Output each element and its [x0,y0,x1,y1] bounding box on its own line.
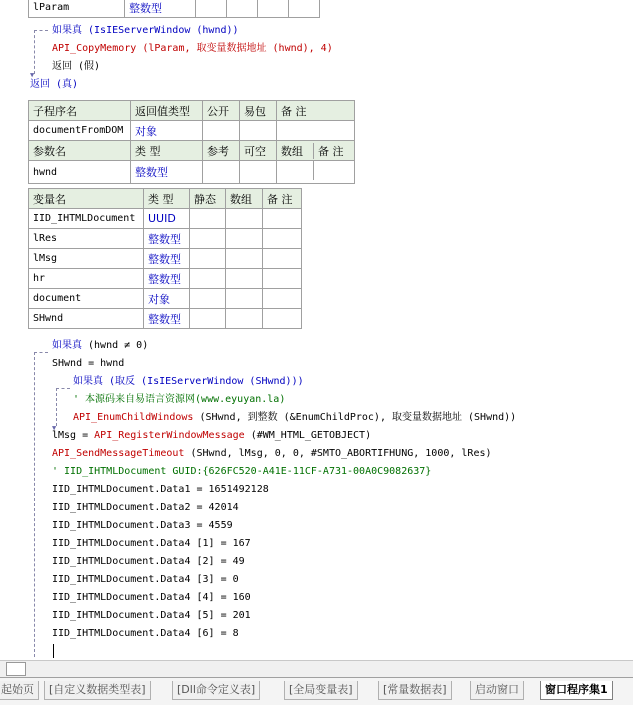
sub-name-cell[interactable]: documentFromDOM [29,121,131,141]
header-cell: 易包 [240,101,277,121]
code-line-assign[interactable]: SHwnd = hwnd [52,358,125,369]
api-call: API_CopyMemory [52,43,137,54]
api-args: (lParam, 取变量数据地址 (hwnd), 4) [136,43,333,54]
header-cell: 参数名 [29,141,131,161]
tab-startup-window[interactable]: 启动窗口 [470,681,524,700]
keyword: 如果真 [52,25,82,36]
var-type-cell[interactable]: 整数型 [144,249,190,269]
horizontal-scrollbar[interactable] [0,660,633,677]
lhs: lMsg = [52,430,95,441]
keyword: 如果真 [52,340,82,351]
var-name-cell[interactable]: IID_IHTMLDocument [29,209,144,229]
code-line-register[interactable] [52,427,371,445]
param-type-cell[interactable]: 整数型 [131,161,203,184]
header-cell: 类 型 [144,189,190,209]
tab-custom-types[interactable]: [自定义数据类型表] [44,681,151,700]
code-line-data[interactable]: IID_IHTMLDocument.Data4 [3] = 0 [52,574,239,585]
tab-dll-commands[interactable]: [Dll命令定义表] [172,681,260,700]
flow-guide-line [34,30,35,74]
header-cell: 变量名 [29,189,144,209]
code-line-if3[interactable] [73,373,304,391]
api-call: API_RegisterWindowMessage [94,430,245,441]
flow-guide-line [34,352,48,353]
var-type-cell[interactable]: 整数型 [144,269,190,289]
sub-return-type-cell[interactable]: 对象 [131,121,203,141]
empty-cell[interactable] [196,0,227,18]
code-line-data[interactable]: IID_IHTMLDocument.Data4 [4] = 160 [52,592,251,603]
var-type-cell[interactable]: 整数型 [144,229,190,249]
var-name-cell[interactable]: hr [29,269,144,289]
tab-start-page[interactable]: 起始页 [0,681,39,700]
code-line-comment[interactable]: ' 本源码来自易语言资源网(www.eyuyan.la) [73,394,286,405]
header-cell: 返回值类型 [131,101,203,121]
condition: (IsIEServerWindow (hwnd)) [82,25,239,36]
var-name-cell[interactable]: SHwnd [29,309,144,329]
api-call: API_EnumChildWindows [73,412,194,423]
code-line-if1[interactable] [52,22,239,40]
header-cell: 子程序名 [29,101,131,121]
keyword: 如果真 [73,376,103,387]
api-args: (SHwnd, 到整数 (&EnumChildProc), 取变量数据地址 (SHwnd)) [193,412,517,423]
param-type-cell[interactable]: 整数型 [125,0,196,18]
tab-global-vars[interactable]: [全局变量表] [284,681,358,700]
code-line-data[interactable]: IID_IHTMLDocument.Data4 [5] = 201 [52,610,251,621]
code-line-return-true[interactable]: 返回 (真) [30,79,79,90]
header-cell: 备 注 [318,144,344,158]
subroutine-table [28,100,355,184]
code-line-data[interactable]: IID_IHTMLDocument.Data4 [6] = 8 [52,628,239,639]
tab-bar [0,677,633,705]
flow-guide-line [34,352,35,657]
var-name-cell[interactable]: lRes [29,229,144,249]
tab-constants[interactable]: [常量数据表] [378,681,452,700]
code-line-comment[interactable]: ' IID_IHTMLDocument GUID:{626FC520-A41E-11CF-A731-00A0C9082637} [52,466,432,477]
condition: (hwnd ≠ 0) [82,340,149,351]
header-cell: 静态 [190,189,226,209]
header-cell: 数组 [226,189,263,209]
code-line-data[interactable]: IID_IHTMLDocument.Data2 = 42014 [52,502,239,513]
var-type-cell[interactable]: 整数型 [144,309,190,329]
variable-table [28,188,302,329]
code-line-data[interactable]: IID_IHTMLDocument.Data3 = 4559 [52,520,233,531]
flow-arrow-icon: ▼ [52,424,57,432]
var-type-cell[interactable]: 对象 [144,289,190,309]
code-line-data[interactable]: IID_IHTMLDocument.Data4 [2] = 49 [52,556,245,567]
header-cell: 参考 [203,141,240,161]
code-line-send[interactable] [52,445,492,463]
var-type-cell[interactable]: UUID [144,209,190,229]
header-cell: 数组 [277,143,314,159]
code-line-if2[interactable] [52,337,148,355]
condition: (取反 (IsIEServerWindow (SHwnd))) [103,376,304,387]
header-cell: 可空 [240,141,277,161]
header-cell: 公开 [203,101,240,121]
param-name-cell[interactable]: hwnd [29,161,131,184]
api-call: API_SendMessageTimeout [52,448,185,459]
empty-cell[interactable] [227,0,258,18]
code-line-copy[interactable] [52,40,333,58]
text-cursor [53,644,54,658]
empty-cell[interactable] [203,161,240,184]
code-line-return-false[interactable]: 返回 (假) [52,61,101,72]
empty-cell[interactable] [289,0,320,18]
empty-cell[interactable] [240,121,277,141]
api-args: (SHwnd, lMsg, 0, 0, #SMTO_ABORTIFHUNG, 1000, lRes) [184,448,492,459]
param-name-cell[interactable]: lParam [29,0,125,18]
api-args: (#WM_HTML_GETOBJECT) [244,430,372,441]
top-param-table [28,0,320,18]
tab-window-program-set[interactable]: 窗口程序集1 [540,681,613,700]
code-line-data[interactable]: IID_IHTMLDocument.Data1 = 1651492128 [52,484,269,495]
empty-cell[interactable] [240,161,277,184]
empty-cell[interactable] [258,0,289,18]
header-cell: 备 注 [277,101,355,121]
empty-cell[interactable] [277,121,355,141]
empty-cell[interactable] [277,161,355,184]
var-name-cell[interactable]: document [29,289,144,309]
flow-guide-line [34,30,48,31]
code-line-data[interactable]: IID_IHTMLDocument.Data4 [1] = 167 [52,538,251,549]
header-cell-split [277,141,355,161]
flow-arrow-icon: ▼ [30,71,35,79]
var-name-cell[interactable]: lMsg [29,249,144,269]
header-cell: 备 注 [263,189,302,209]
empty-cell[interactable] [203,121,240,141]
code-line-enum[interactable] [73,409,516,427]
flow-guide-line [56,388,57,426]
flow-guide-line [56,388,70,389]
scrollbar-thumb[interactable] [6,662,26,676]
header-cell: 类 型 [131,141,203,161]
